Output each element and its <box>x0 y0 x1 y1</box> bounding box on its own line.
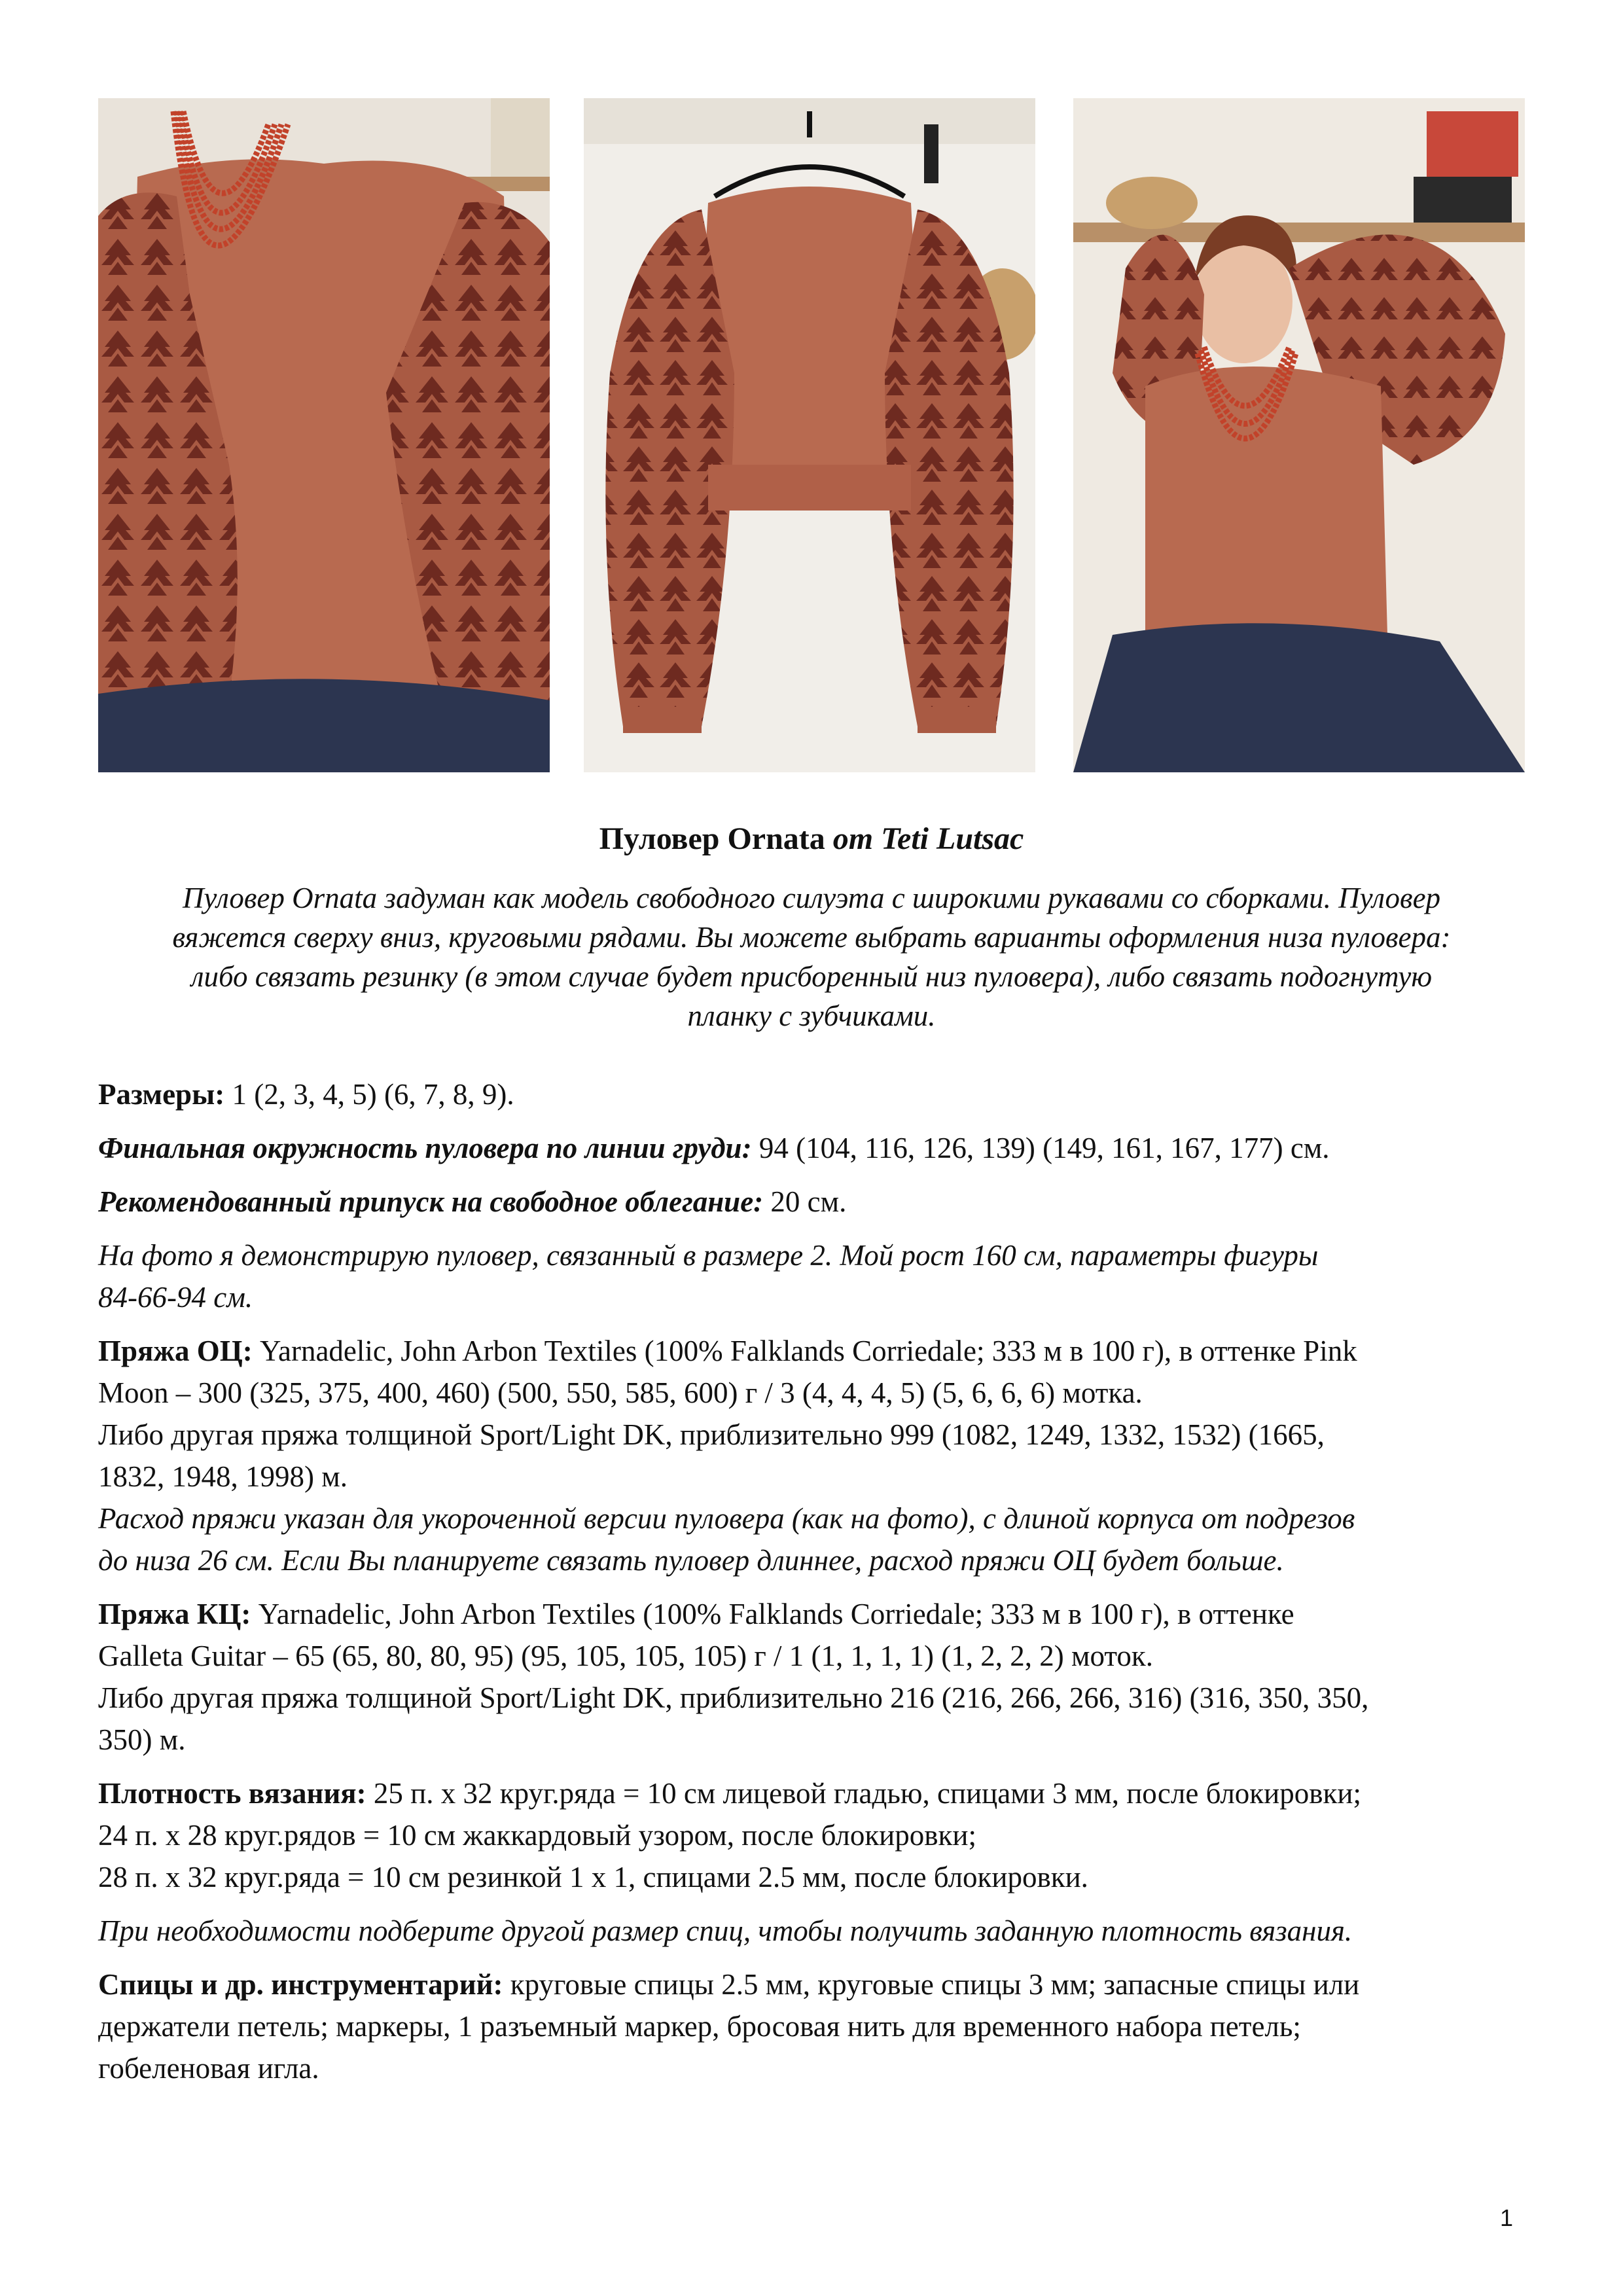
chest-paragraph <box>98 1127 1538 1169</box>
photo-worn-portrait <box>1073 98 1525 772</box>
gauge-note: При необходимости подберите другой размер спиц, чтобы получить заданную плотность вязания. <box>98 1914 1353 1947</box>
tools-line: держатели петель; маркеры, 1 разъемный маркер, бросовая нить для временного набора петель; <box>98 2010 1301 2043</box>
gauge-line: 25 п. х 32 круг.ряда = 10 см лицевой гладью, спицами 3 мм, после блокировки; <box>366 1777 1361 1810</box>
yarn-mc-line: Yarnadelic, John Arbon Textiles (100% Falklands Corriedale; 333 м в 100 г), в оттенке Pink <box>252 1335 1357 1367</box>
yarn-cc-paragraph <box>98 1593 1538 1761</box>
gauge-line: 24 п. х 28 круг.рядов = 10 см жаккардовый узором, после блокировки; <box>98 1819 976 1852</box>
sizes-value: 1 (2, 3, 4, 5) (6, 7, 8, 9). <box>224 1078 514 1111</box>
yarn-mc-line: 1832, 1948, 1998) м. <box>98 1460 348 1493</box>
yarn-mc-line: Либо другая пряжа толщиной Sport/Light DK, приблизительно 999 (1082, 1249, 1332, 1532) (1665, <box>98 1418 1325 1451</box>
yarn-cc-label: Пряжа КЦ: <box>98 1598 251 1630</box>
photo-on-hanger <box>584 98 1035 772</box>
yarn-mc-label: Пряжа ОЦ: <box>98 1335 253 1367</box>
gauge-label: Плотность вязания: <box>98 1777 366 1810</box>
tools-label: Спицы и др. инструментарий: <box>98 1968 503 2001</box>
tools-line: гобеленовая игла. <box>98 2052 319 2085</box>
page-number: 1 <box>1500 2204 1514 2231</box>
pattern-details <box>98 1073 1538 2101</box>
yarn-cc-line: 350) м. <box>98 1723 186 1756</box>
tools-line: круговые спицы 2.5 мм, круговые спицы 3 мм; запасные спицы или <box>503 1968 1360 2001</box>
gauge-line: 28 п. х 32 круг.ряда = 10 см резинкой 1 х 1, спицами 2.5 мм, после блокировки. <box>98 1861 1088 1893</box>
sizes-label: Размеры: <box>98 1078 225 1111</box>
yarn-mc-note: до низа 26 см. Если Вы планируете связать пуловер длиннее, расход пряжи ОЦ будет больше. <box>98 1544 1284 1577</box>
yarn-mc-note: Расход пряжи указан для укороченной версии пуловера (как на фото), с длиной корпуса от подрезов <box>98 1502 1355 1535</box>
ease-value: 20 см. <box>763 1185 847 1218</box>
photo-worn-closeup <box>98 98 550 772</box>
yarn-cc-line: Либо другая пряжа толщиной Sport/Light DK, приблизительно 216 (216, 266, 266, 316) (316, 350, 350, <box>98 1681 1369 1714</box>
title-name: Пуловер Ornata <box>599 821 825 856</box>
yarn-cc-line: Yarnadelic, John Arbon Textiles (100% Falklands Corriedale; 333 м в 100 г), в оттенке <box>251 1598 1294 1630</box>
intro-line: планку с зубчиками. <box>687 999 936 1032</box>
page-title <box>0 819 1623 859</box>
title-author: Teti Lutsac <box>881 821 1024 856</box>
intro-paragraph <box>98 878 1525 1035</box>
sizes-paragraph <box>98 1073 1538 1115</box>
yarn-mc-line: Moon – 300 (325, 375, 400, 460) (500, 550, 585, 600) г / 3 (4, 4, 4, 5) (5, 6, 6, 6) мотка. <box>98 1376 1143 1409</box>
ease-paragraph <box>98 1181 1538 1223</box>
tools-paragraph <box>98 1964 1538 2089</box>
photo-note-line: На фото я демонстрирую пуловер, связанный в размере 2. Мой рост 160 см, параметры фигуры <box>98 1239 1319 1272</box>
intro-line: Пуловер Ornata задуман как модель свободного силуэта с широкими рукавами со сборками. Пуловер <box>182 882 1441 914</box>
gauge-paragraph <box>98 1772 1538 1898</box>
photo-strip <box>98 98 1525 772</box>
yarn-mc-paragraph <box>98 1330 1538 1581</box>
photo-note-line: 84-66-94 см. <box>98 1281 253 1314</box>
intro-line: либо связать резинку (в этом случае будет присборенный низ пуловера), либо связать подогнутую <box>190 960 1433 993</box>
photo-note <box>98 1234 1538 1318</box>
chest-value: 94 (104, 116, 126, 139) (149, 161, 167, 177) см. <box>751 1132 1330 1164</box>
ease-label: Рекомендованный припуск на свободное облегание: <box>98 1185 764 1218</box>
title-connector: от <box>832 821 874 856</box>
intro-line: вяжется сверху вниз, круговыми рядами. Вы можете выбрать варианты оформления низа пуловера: <box>172 921 1451 954</box>
chest-label: Финальная окружность пуловера по линии груди: <box>98 1132 752 1164</box>
yarn-cc-line: Galleta Guitar – 65 (65, 80, 80, 95) (95, 105, 105, 105) г / 1 (1, 1, 1, 1) (1, 2, 2, 2) моток. <box>98 1640 1154 1672</box>
